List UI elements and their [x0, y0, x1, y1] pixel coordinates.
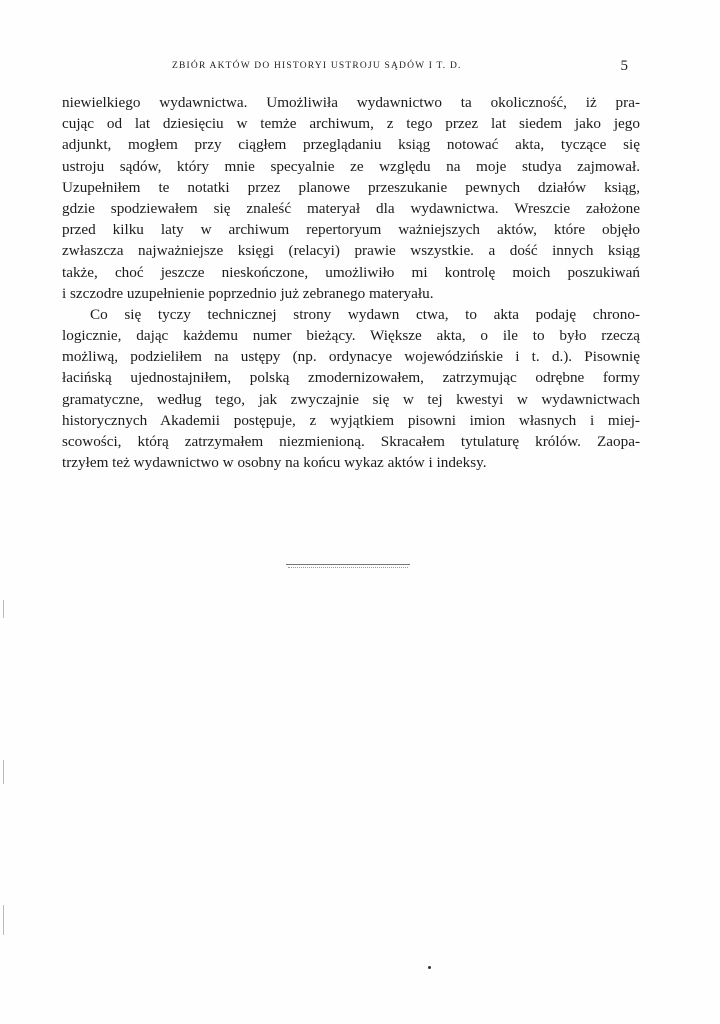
text-line: trzyłem też wydawnictwo w osobny na końcu wykaz aktów i indeksy.	[62, 454, 487, 472]
running-header	[60, 58, 638, 78]
text-line: logicznie, dając każdemu numer bieżący. Większe akta, o ile to było rzeczą	[62, 327, 640, 345]
text-line: Uzupełniłem te notatki przez planowe przeszukanie pewnych działów ksiąg,	[62, 178, 640, 196]
text-line: scowości, którą zatrzymałem niezmienioną. Skracałem tytulaturę królów. Zaopa-	[62, 433, 640, 450]
scan-edge-mark	[3, 905, 4, 935]
text-line: ustroju sądów, który mnie specyalnie ze względu na moje studya zajmował.	[62, 157, 640, 175]
text-line: łacińską ujednostajniłem, polską zmodernizowałem, zatrzymując odrębne formy	[62, 369, 640, 387]
scan-edge-mark	[3, 600, 4, 618]
page-number: 5	[620, 58, 628, 74]
text-line: niewielkiego wydawnictwa. Umożliwiła wydawnictwo ta okoliczność, iż pra-	[62, 94, 640, 111]
body-text	[62, 92, 640, 473]
text-line: cując od lat dziesięciu w temże archiwum, z tego przez lat siedem jako jego	[62, 115, 640, 133]
paragraph-1	[62, 92, 640, 304]
text-line: przed kilku laty w archiwum repertoryum ważniejszych aktów, które objęło	[62, 221, 640, 239]
scan-edge-mark	[3, 760, 4, 784]
separator-dotted-rule	[288, 567, 408, 568]
paragraph-2	[62, 304, 640, 474]
section-separator	[286, 564, 410, 568]
running-title: ZBIÓR AKTÓW DO HISTORYI USTROJU SĄDÓW I T. D.	[172, 61, 462, 71]
text-line: możliwą, podzieliłem na ustępy (np. ordynacye wojewódzińskie i t. d.). Pisownię	[62, 348, 640, 366]
text-line: i szczodre uzupełnienie poprzednio już zebranego materyału.	[62, 284, 434, 302]
text-line: gdzie spodziewałem się znaleść materyał dla wydawnictwa. Wreszcie założone	[62, 199, 640, 217]
text-line: historycznych Akademii postępuje, z wyjątkiem pisowni imion własnych i miej-	[62, 411, 640, 429]
text-line: gramatyczne, według tego, jak zwyczajnie się w tej kwestyi w wydawnictwach	[62, 390, 640, 408]
text-line: adjunkt, mogłem przy ciągłem przeglądaniu ksiąg notować akta, tyczące się	[62, 136, 640, 154]
print-speck	[428, 966, 431, 969]
text-line: Co się tyczy technicznej strony wydawn ctwa, to akta podaję chrono-	[90, 305, 640, 323]
separator-rule	[286, 564, 410, 565]
text-line: także, choć jeszcze nieskończone, umożliwiło mi kontrolę moich poszukiwań	[62, 263, 640, 281]
text-line: zwłaszcza najważniejsze księgi (relacyi) prawie wszystkie. a dość innych ksiąg	[62, 242, 640, 260]
